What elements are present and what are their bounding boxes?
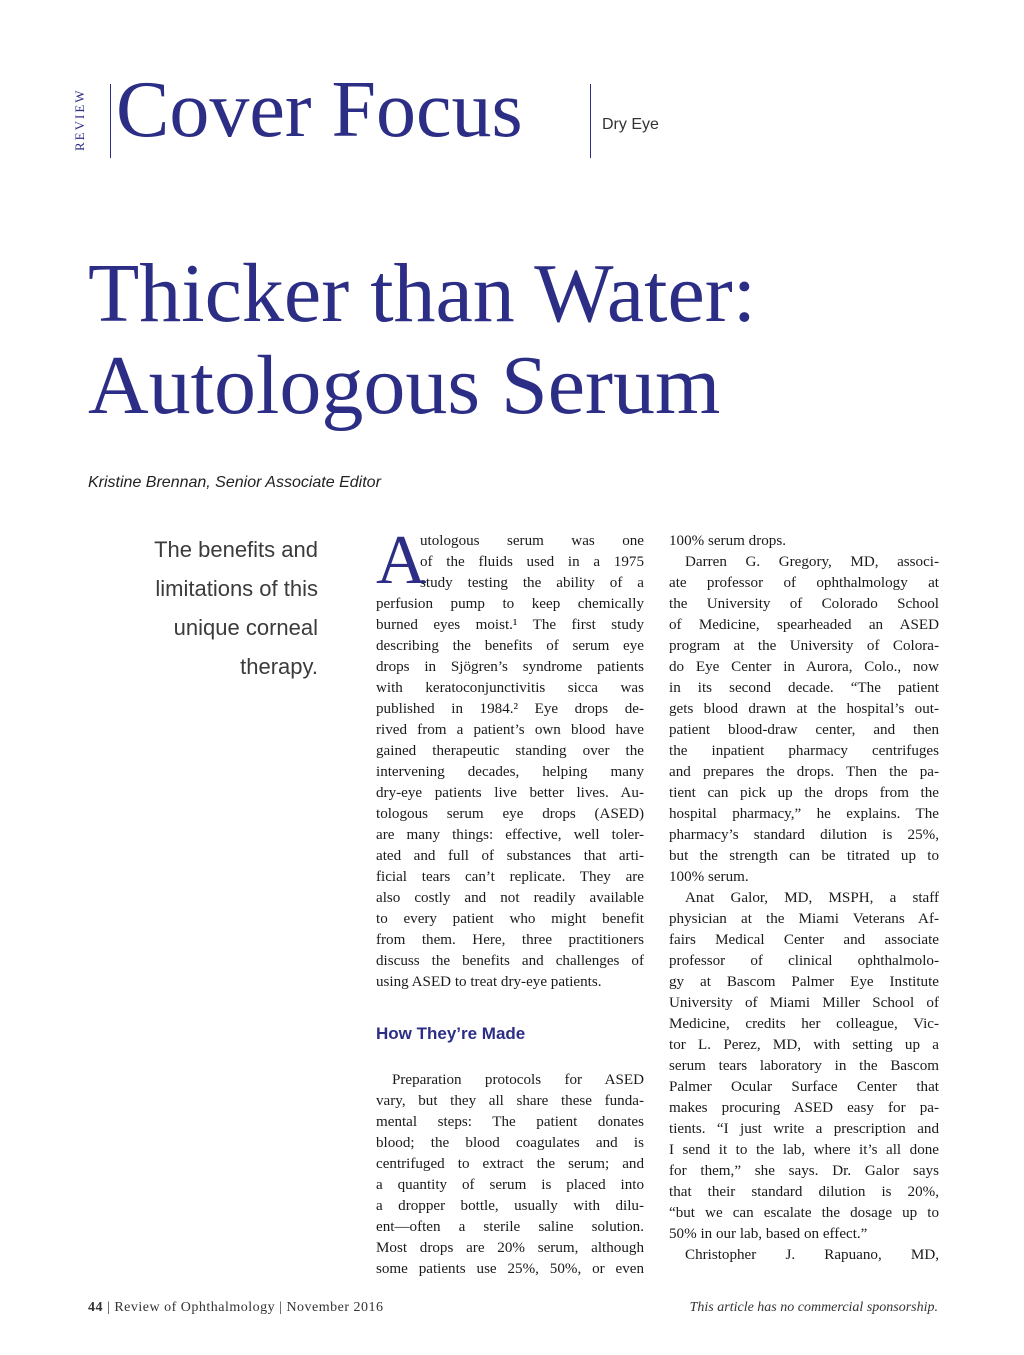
text-line: some patients use 25%, 50%, or even [376,1261,644,1277]
text-line: but the strength can be titrated up to [669,848,939,864]
text-line: burned eyes moist.¹ The first study [376,617,644,633]
footer-folio [88,1300,384,1316]
page-number: 44 [88,1300,103,1315]
text-line: intervening decades, helping many [376,764,644,780]
text-line: Christopher J. Rapuano, MD, [685,1247,939,1263]
text-line: a quantity of serum is placed into [376,1177,644,1193]
text-line: published in 1984.² Eye drops de- [376,701,644,717]
text-line: Most drops are 20% serum, although [376,1240,644,1256]
text-line: of Medicine, spearheaded an ASED [669,617,939,633]
text-line: do Eye Center in Aurora, Colo., now [669,659,939,675]
text-line: blood; the blood coagulates and is [376,1135,644,1151]
subhead: How They’re Made [376,1024,526,1043]
body-column-1 [376,522,644,1280]
text-line: ent—often a sterile saline solution. [376,1219,644,1235]
text-line: patient blood-draw center, and then [669,722,939,738]
sponsorship-disclaimer: This article has no commercial sponsorship. [689,1300,938,1315]
pull-quote [100,530,318,686]
folio-separator: | [107,1300,115,1315]
text-line: gy at Bascom Palmer Eye Institute [669,974,939,990]
text-line: I send it to the lab, where it’s all done [669,1142,939,1158]
text-line: from them. Here, three practitioners [376,932,644,948]
text-line: “but we can escalate the dosage up to [669,1205,939,1221]
text-line: and prepares the drops. Then the pa- [669,764,939,780]
review-vertical-label: REVIEW [72,88,87,152]
text-line: utologous serum was one [420,533,644,549]
text-line: tor L. Perez, MD, with setting up a [669,1037,939,1053]
text-line: pharmacy’s standard dilution is 25%, [669,827,939,843]
article-title-line-2: Autologous Serum [88,339,721,432]
text-line: drops in Sjögren’s syndrome patients [376,659,644,675]
text-line: describing the benefits of serum eye [376,638,644,654]
text-line: in its second decade. “The patient [669,680,939,696]
text-line: Preparation protocols for ASED [392,1072,644,1088]
text-line: the inpatient pharmacy centrifuges [669,743,939,759]
text-line: Palmer Ocular Surface Center that [669,1079,939,1095]
pull-quote-line: The benefits and [154,537,318,562]
byline: Kristine Brennan, Senior Associate Editor [88,474,381,491]
article-title [88,248,968,432]
section-title: Cover Focus [116,66,523,154]
text-line: Medicine, credits her colleague, Vic- [669,1016,939,1032]
text-line: Anat Galor, MD, MSPH, a staff [685,890,939,906]
article-title-line-1: Thicker than Water: [88,247,757,340]
text-line: 50% in our lab, based on effect.” [669,1226,868,1242]
pull-quote-line: therapy. [240,654,318,679]
folio-separator: | [279,1300,287,1315]
text-line: 100% serum. [669,869,749,885]
text-line: vary, but they all share these funda- [376,1093,644,1109]
text-line: study testing the ability of a [420,575,644,591]
publication-name: Review of Ophthalmology [114,1300,276,1315]
text-line: also costly and not readily available [376,890,644,906]
text-line: ficial tears can’t replicate. They are [376,869,644,885]
text-line: rived from a patient’s own blood have [376,722,644,738]
text-line: dry-eye patients live better lives. Au- [376,785,644,801]
text-line: ate professor of ophthalmology at [669,575,939,591]
topic-label: Dry Eye [602,116,659,133]
section-paragraph [376,1070,644,1280]
header-divider-left [110,84,111,158]
text-line: gained therapeutic standing over the [376,743,644,759]
text-line: tient can pick up the drops from the [669,785,939,801]
text-line: are many things: effective, well toler- [376,827,644,843]
text-line: perfusion pump to keep chemically [376,596,644,612]
text-line: using ASED to treat dry-eye patients. [376,974,602,990]
text-line: 100% serum drops. [669,533,786,549]
text-line: a dropper bottle, usually with dilu- [376,1198,644,1214]
text-line: ated and full of substances that arti- [376,848,644,864]
text-line: mental steps: The patient donates [376,1114,644,1130]
issue-date: November 2016 [286,1300,384,1315]
pull-quote-line: limitations of this [155,576,318,601]
text-line: Darren G. Gregory, MD, associ- [685,554,939,570]
text-line: that their standard dilution is 20%, [669,1184,939,1200]
text-line: tologous serum eye drops (ASED) [376,806,644,822]
text-line: tients. “I just write a prescription and [669,1121,939,1137]
text-line: professor of clinical ophthalmolo- [669,953,939,969]
intro-paragraph [376,522,644,993]
text-line: serum tears laboratory in the Bascom [669,1058,939,1074]
header-divider-right [590,84,591,158]
drop-cap: A [376,522,427,599]
text-line: with keratoconjunctivitis sicca was [376,680,644,696]
pull-quote-line: unique corneal [173,615,318,640]
body-column-2 [669,531,939,1266]
text-line: hospital pharmacy,” he explains. The [669,806,939,822]
text-line: program at the University of Colora- [669,638,939,654]
text-line: gets blood drawn at the hospital’s out- [669,701,939,717]
text-line: for them,” she says. Dr. Galor says [669,1163,939,1179]
text-line: centrifuged to extract the serum; and [376,1156,644,1172]
text-line: University of Miami Miller School of [669,995,939,1011]
text-line: makes procuring ASED easy for pa- [669,1100,939,1116]
text-line: fairs Medical Center and associate [669,932,939,948]
text-line: the University of Colorado School [669,596,939,612]
text-line: of the fluids used in a 1975 [420,554,644,570]
text-line: physician at the Miami Veterans Af- [669,911,939,927]
text-line: discuss the benefits and challenges of [376,953,644,969]
text-line: to every patient who might benefit [376,911,644,927]
